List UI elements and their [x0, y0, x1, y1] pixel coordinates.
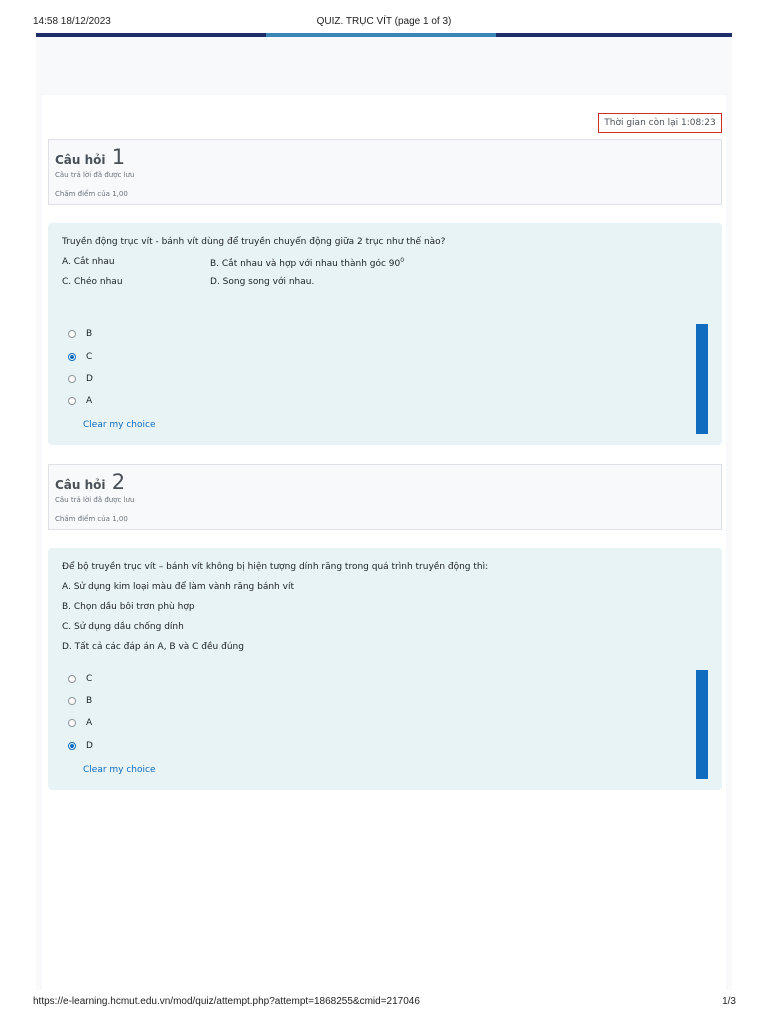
radio-button[interactable] [68, 375, 76, 383]
print-timestamp: 14:58 18/12/2023 [33, 16, 111, 27]
question-2-text: Để bộ truyền trục vít – bánh vít không bị hiện tượng dính răng trong quá trình truyền động thì: [62, 562, 489, 572]
question-number: 2 [111, 470, 126, 494]
question-label: Câu hỏi [55, 153, 106, 167]
option-label: C [86, 674, 93, 684]
question-1-text: Truyền động trục vít - bánh vít dùng để truyền chuyển động giữa 2 trục như thế nào? [62, 237, 446, 247]
question-2-state: Câu trả lời đã được lưu [55, 496, 135, 504]
question-label: Câu hỏi [55, 478, 106, 492]
question-2-statement-b: B. Chọn dầu bôi trơn phù hợp [62, 602, 195, 612]
answer-option-c[interactable] [68, 672, 92, 686]
page-gutter-right [726, 95, 732, 990]
quiz-timer: Thời gian còn lại 1:08:23 [598, 113, 722, 133]
answer-option-d[interactable] [68, 739, 93, 753]
option-label: D [86, 741, 93, 751]
print-page-number: 1/3 [722, 996, 736, 1007]
question-2-statement-c: C. Sử dụng dầu chống dính [62, 622, 184, 632]
option-label: A [86, 718, 93, 728]
question-1-grade: Chấm điểm của 1,00 [55, 190, 128, 198]
question-2-statement-a: A. Sử dụng kim loại màu để làm vành răng bánh vít [62, 582, 294, 592]
radio-button[interactable] [68, 675, 76, 683]
question-1-statement-c: C. Chéo nhau [62, 277, 123, 287]
option-label: C [86, 352, 93, 362]
degree-superscript: 0 [400, 257, 405, 264]
page-gutter-left [36, 95, 42, 990]
answer-option-c[interactable] [68, 350, 92, 364]
question-2-content [48, 548, 722, 790]
radio-button[interactable] [68, 397, 76, 405]
print-footer [0, 996, 768, 1010]
question-1-state: Câu trả lời đã được lưu [55, 171, 135, 179]
option-label: B [86, 696, 93, 706]
print-url: https://e-learning.hcmut.edu.vn/mod/quiz/attempt.php?attempt=1868255&cmid=217046 [33, 996, 420, 1007]
question-2-statement-d: D. Tất cả các đáp án A, B và C đều đúng [62, 642, 244, 652]
answer-option-a[interactable] [68, 394, 92, 408]
question-1-content [48, 223, 722, 445]
radio-button[interactable] [68, 330, 76, 338]
radio-button[interactable] [68, 719, 76, 727]
radio-button-selected[interactable] [68, 353, 76, 361]
question-1-title [55, 145, 125, 169]
answer-scrollbar[interactable] [696, 670, 708, 779]
question-1-statement-d: D. Song song với nhau. [210, 277, 315, 287]
radio-button[interactable] [68, 697, 76, 705]
statement-b-text: B. Cắt nhau và hợp với nhau thành góc 90 [210, 259, 401, 269]
page-header-band [36, 37, 732, 95]
question-1-statement-b [210, 257, 404, 269]
question-1-statement-a: A. Cắt nhau [62, 257, 115, 267]
print-page-title: QUIZ. TRỤC VÍT (page 1 of 3) [316, 16, 452, 27]
question-number: 1 [111, 145, 126, 169]
answer-option-b[interactable] [68, 694, 92, 708]
answer-option-d[interactable] [68, 372, 93, 386]
answer-option-b[interactable] [68, 327, 92, 341]
answer-option-a[interactable] [68, 716, 92, 730]
clear-choice-link[interactable]: Clear my choice [83, 420, 156, 430]
question-1-info [48, 139, 722, 205]
print-header [0, 16, 768, 30]
option-label: B [86, 329, 93, 339]
question-2-title [55, 470, 125, 494]
question-2-info [48, 464, 722, 530]
radio-button-selected[interactable] [68, 742, 76, 750]
clear-choice-link[interactable]: Clear my choice [83, 765, 156, 775]
option-label: A [86, 396, 93, 406]
question-2-grade: Chấm điểm của 1,00 [55, 515, 128, 523]
option-label: D [86, 374, 93, 384]
answer-scrollbar[interactable] [696, 324, 708, 434]
